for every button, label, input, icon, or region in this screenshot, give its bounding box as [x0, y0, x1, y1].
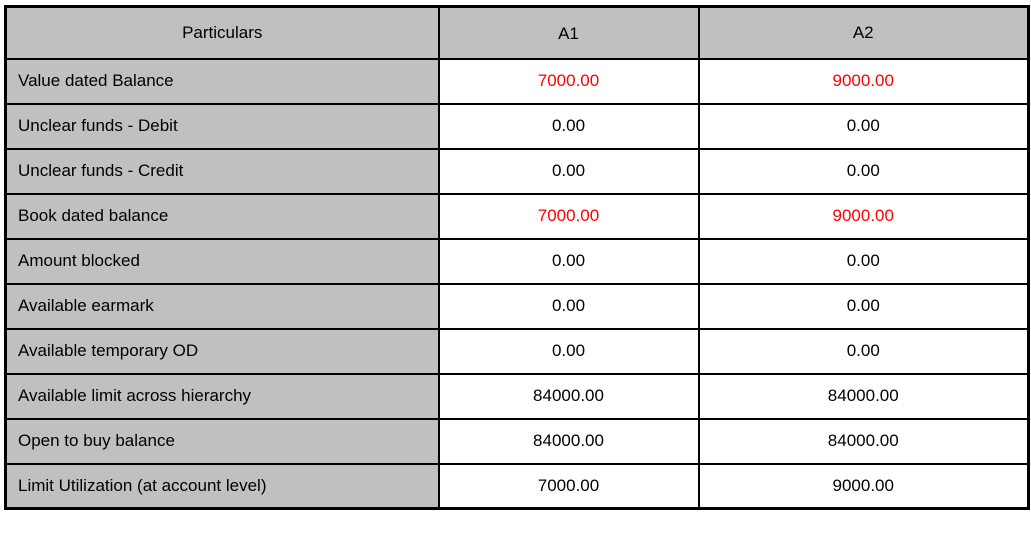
a1-value-cell: 0.00 — [439, 149, 699, 194]
a2-value-cell: 84000.00 — [699, 419, 1029, 464]
a2-value-cell: 0.00 — [699, 149, 1029, 194]
row-label-cell: Available earmark — [6, 284, 439, 329]
a1-value-cell: 0.00 — [439, 329, 699, 374]
row-label-cell: Available temporary OD — [6, 329, 439, 374]
table-row-unclear-funds-debit — [6, 104, 1029, 149]
table-row-value-dated-balance — [6, 59, 1029, 104]
a2-value-cell: 0.00 — [699, 284, 1029, 329]
a1-value-cell: 84000.00 — [439, 374, 699, 419]
a2-value-cell: 9000.00 — [699, 59, 1029, 104]
row-label-cell: Unclear funds - Debit — [6, 104, 439, 149]
particulars-header-cell: Particulars — [6, 7, 439, 59]
table-row-open-to-buy-balance — [6, 419, 1029, 464]
a2-value-cell: 0.00 — [699, 239, 1029, 284]
table-row-amount-blocked — [6, 239, 1029, 284]
table-row-book-dated-balance — [6, 194, 1029, 239]
table-row-limit-utilization — [6, 464, 1029, 509]
table-row-available-temporary-od — [6, 329, 1029, 374]
a2-value-cell: 0.00 — [699, 329, 1029, 374]
a1-header-cell: A1 — [439, 7, 699, 59]
row-label-cell: Amount blocked — [6, 239, 439, 284]
a2-value-cell: 84000.00 — [699, 374, 1029, 419]
a1-value-cell: 84000.00 — [439, 419, 699, 464]
a2-value-cell: 9000.00 — [699, 194, 1029, 239]
a1-value-cell: 7000.00 — [439, 194, 699, 239]
a1-value-cell: 0.00 — [439, 104, 699, 149]
row-label-cell: Book dated balance — [6, 194, 439, 239]
table-header-row — [6, 7, 1029, 59]
a2-value-cell: 0.00 — [699, 104, 1029, 149]
table-row-unclear-funds-credit — [6, 149, 1029, 194]
a1-value-cell: 0.00 — [439, 239, 699, 284]
row-label-cell: Limit Utilization (at account level) — [6, 464, 439, 509]
row-label-cell: Unclear funds - Credit — [6, 149, 439, 194]
table-row-available-earmark — [6, 284, 1029, 329]
row-label-cell: Value dated Balance — [6, 59, 439, 104]
row-label-cell: Available limit across hierarchy — [6, 374, 439, 419]
a2-header-cell: A2 — [699, 7, 1029, 59]
table-row-available-limit-across-hierarchy — [6, 374, 1029, 419]
a1-value-cell: 0.00 — [439, 284, 699, 329]
a1-value-cell: 7000.00 — [439, 464, 699, 509]
account-balance-table — [4, 5, 1030, 510]
a2-value-cell: 9000.00 — [699, 464, 1029, 509]
a1-value-cell: 7000.00 — [439, 59, 699, 104]
row-label-cell: Open to buy balance — [6, 419, 439, 464]
